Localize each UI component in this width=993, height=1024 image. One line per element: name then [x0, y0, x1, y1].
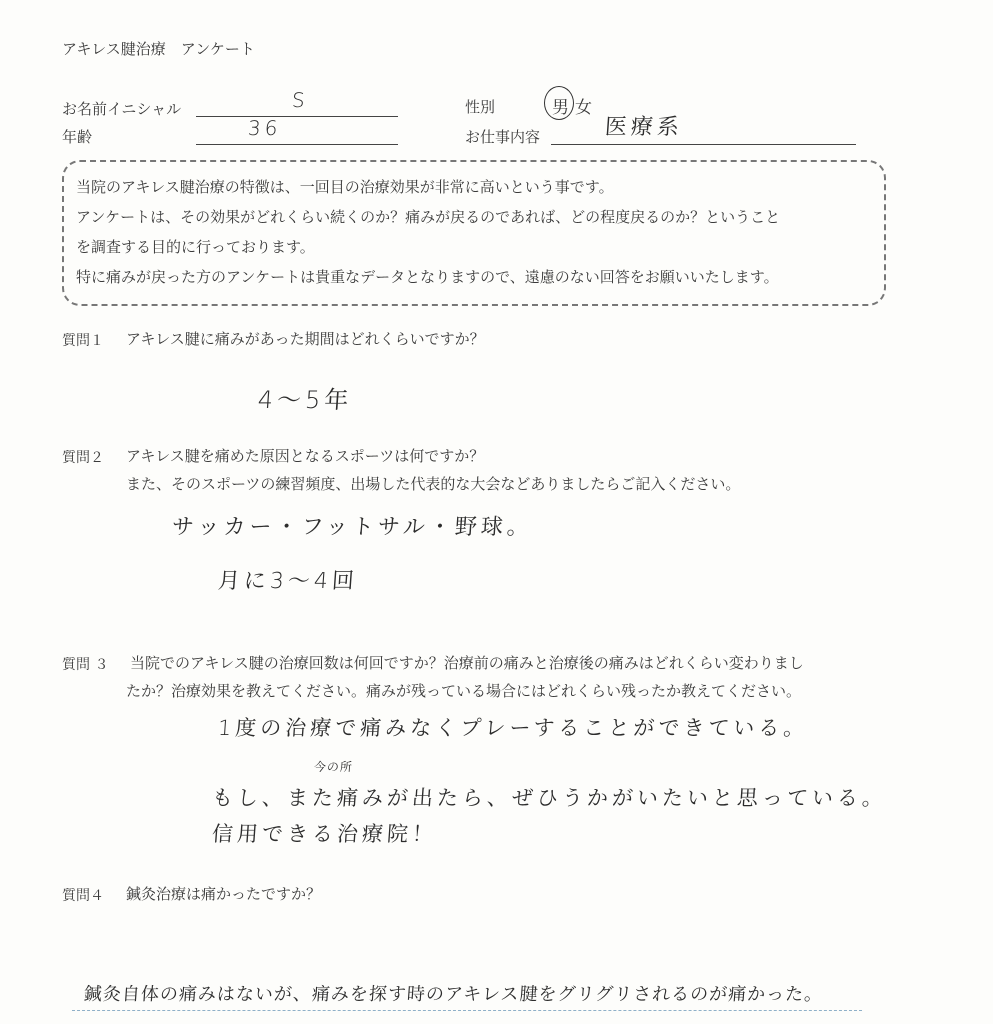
- question-3-answer: もし、また痛みが出たら、ぜひうかがいたいと思っている。: [211, 786, 888, 810]
- gender-option-female[interactable]: 女: [575, 98, 592, 118]
- question-2-text: また、そのスポーツの練習頻度、出場した代表的な大会などありましたらご記入ください。: [126, 475, 741, 493]
- question-3-insertion: 今の所: [313, 760, 354, 774]
- question-3-answer: 1度の治療で痛みなくプレーすることができている。: [217, 716, 810, 740]
- question-3-text: たか？治療効果を教えてください。痛みが残っている場合にはどれくらい残ったか教えてください。: [126, 682, 802, 700]
- occupation-label: お仕事内容: [465, 128, 541, 146]
- occupation-line: [551, 144, 856, 145]
- question-3-answer: 信用できる治療院！: [211, 822, 438, 846]
- question-2-text: アキレス腱を痛めた原因となるスポーツは何ですか？: [126, 447, 485, 465]
- question-1-answer: 4〜5年: [256, 386, 354, 414]
- age-label: 年齢: [62, 128, 93, 146]
- initial-value: S: [291, 88, 310, 112]
- age-line: [196, 144, 398, 145]
- form-title: アキレス腱治療 アンケート: [62, 40, 255, 58]
- answer-guide-line: [72, 1010, 862, 1011]
- age-value: 36: [247, 116, 283, 140]
- question-4-text: 鍼灸治療は痛かったですか？: [126, 885, 322, 903]
- question-3-text: 当院でのアキレス腱の治療回数は何回ですか？治療前の痛みと治療後の痛みはどれくらい変わりまし: [130, 654, 804, 672]
- question-1-label: 質問１: [62, 333, 104, 349]
- occupation-value: 医療系: [603, 115, 684, 140]
- question-4-answer: 鍼灸自体の痛みはないが、痛みを探す時のアキレス腱をグリグリされるのが痛かった。: [83, 984, 824, 1005]
- gender-label: 性別: [465, 98, 496, 116]
- question-2-label: 質問２: [62, 450, 104, 466]
- question-3-label: 質問 ３: [62, 657, 109, 673]
- initial-label: お名前イニシャル: [62, 100, 182, 118]
- intro-line: 当院のアキレス腱治療の特徴は、一回目の治療効果が非常に高いという事です。: [76, 178, 614, 196]
- question-2-answer: サッカー・フットサル・野球。: [170, 515, 534, 540]
- gender-option-male[interactable]: 男: [552, 98, 569, 118]
- intro-line: アンケートは、その効果がどれくらい続くのか？痛みが戻るのであれば、どの程度戻るのか？ということ: [76, 208, 781, 226]
- gender-selected-circle: [544, 86, 574, 120]
- intro-box: [62, 160, 886, 306]
- intro-line: を調査する目的に行っております。: [76, 238, 315, 256]
- question-4-label: 質問４: [62, 888, 104, 904]
- intro-line: 特に痛みが戻った方のアンケートは貴重なデータとなりますので、遠慮のない回答をお願いいたします。: [76, 268, 779, 286]
- initial-line: [196, 116, 398, 117]
- question-1-text: アキレス腱に痛みがあった期間はどれくらいですか？: [126, 330, 485, 348]
- question-2-answer: 月に3〜4回: [216, 569, 359, 594]
